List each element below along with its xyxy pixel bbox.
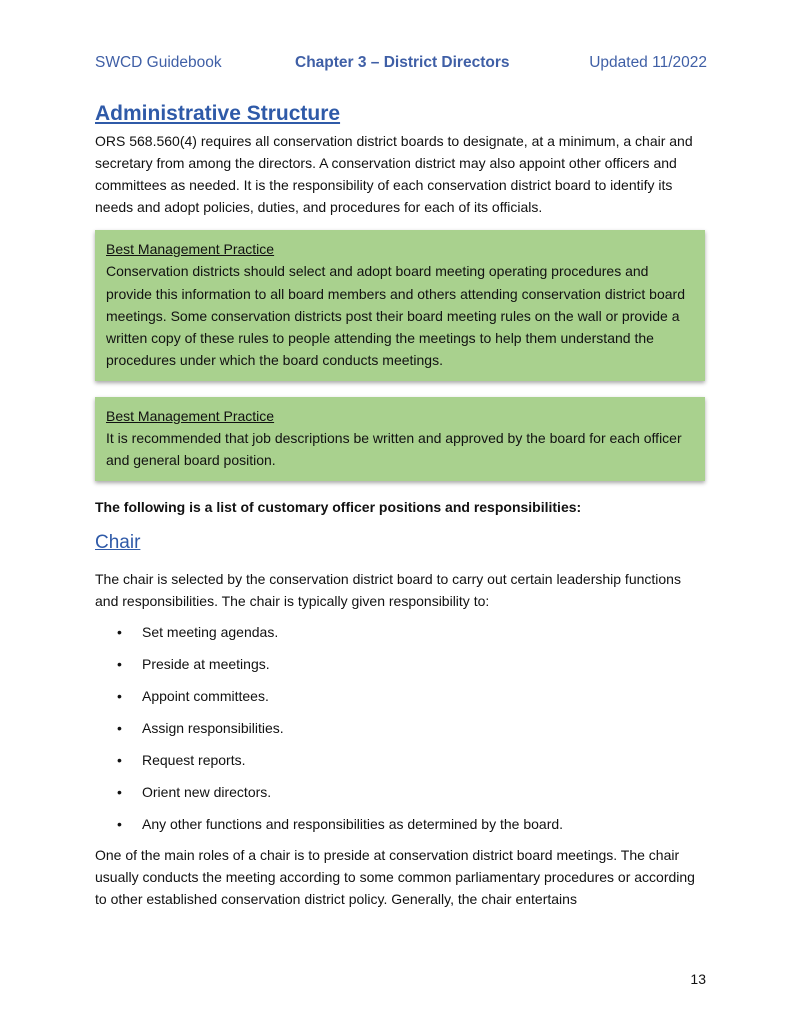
bullet-icon: • [117, 719, 122, 736]
duty-text: Preside at meetings. [142, 655, 270, 672]
duty-text: Any other functions and responsibilities as determined by the board. [142, 815, 564, 832]
chair-closing-paragraph: One of the main roles of a chair is to preside at conservation district board meetings. The chair usually conducts the meeting according to some common parliamentary procedures or according to other established conservation district policy. Generally, the chair entertains [95, 846, 695, 907]
duty-text: Assign responsibilities. [142, 719, 284, 736]
list-item [95, 621, 707, 643]
list-item [95, 813, 707, 835]
header-guidebook-title: SWCD Guidebook [95, 54, 222, 71]
bullet-icon: • [117, 623, 122, 640]
bullet-icon: • [117, 783, 122, 800]
bullet-icon: • [117, 751, 122, 768]
list-item [95, 749, 707, 771]
chair-description: The chair is selected by the conservation district board to carry out certain leadership functions and responsibilities. The chair is typically given responsibility to: [95, 570, 681, 609]
page-content [95, 100, 707, 910]
bullet-icon: • [117, 655, 122, 672]
best-practice-box-text: It is recommended that job descriptions be written and approved by the board for each officer and general board position. [106, 430, 682, 469]
page-header [95, 54, 707, 74]
best-practice-box-meeting-procedures [95, 230, 705, 381]
list-item [95, 685, 707, 707]
chair-duties-list [95, 621, 707, 835]
header-updated-date: Updated 11/2022 [589, 54, 707, 71]
best-practice-box-text: Conservation districts should select and adopt board meeting operating procedures and provide this information to all board members and others attending conservation district board meetings. Some conservation districts post their board meeting rules on the wall or provide a written copy of these rules to people attending the meetings to help them understand the procedures under which the board conducts meetings. [106, 263, 685, 369]
header-chapter-title: Chapter 3 – District Directors [295, 54, 510, 71]
best-practice-box-job-descriptions [95, 397, 705, 481]
duty-text: Set meeting agendas. [142, 623, 279, 640]
page-number: 13 [690, 971, 706, 987]
chair-heading: Chair [95, 531, 141, 553]
duty-text: Orient new directors. [142, 783, 272, 800]
officer-list-intro: The following is a list of customary officer positions and responsibilities: [95, 498, 582, 515]
section-title: Administrative Structure [95, 102, 341, 125]
section-intro-paragraph: ORS 568.560(4) requires all conservation district boards to designate, at a minimum, a chair and secretary from among the directors. A conservation district may also appoint other officers and committees as needed. It is the responsibility of each conservation district board to identify its needs and adopt policies, duties, and procedures for each of its officials. [95, 133, 693, 215]
duty-text: Appoint committees. [142, 687, 269, 704]
duty-text: Request reports. [142, 751, 246, 768]
list-item [95, 717, 707, 739]
list-item [95, 781, 707, 803]
bullet-icon: • [117, 687, 122, 704]
list-item [95, 653, 707, 675]
best-practice-box-title: Best Management Practice [106, 407, 275, 424]
bullet-icon: • [117, 815, 122, 832]
best-practice-box-title: Best Management Practice [106, 241, 275, 257]
